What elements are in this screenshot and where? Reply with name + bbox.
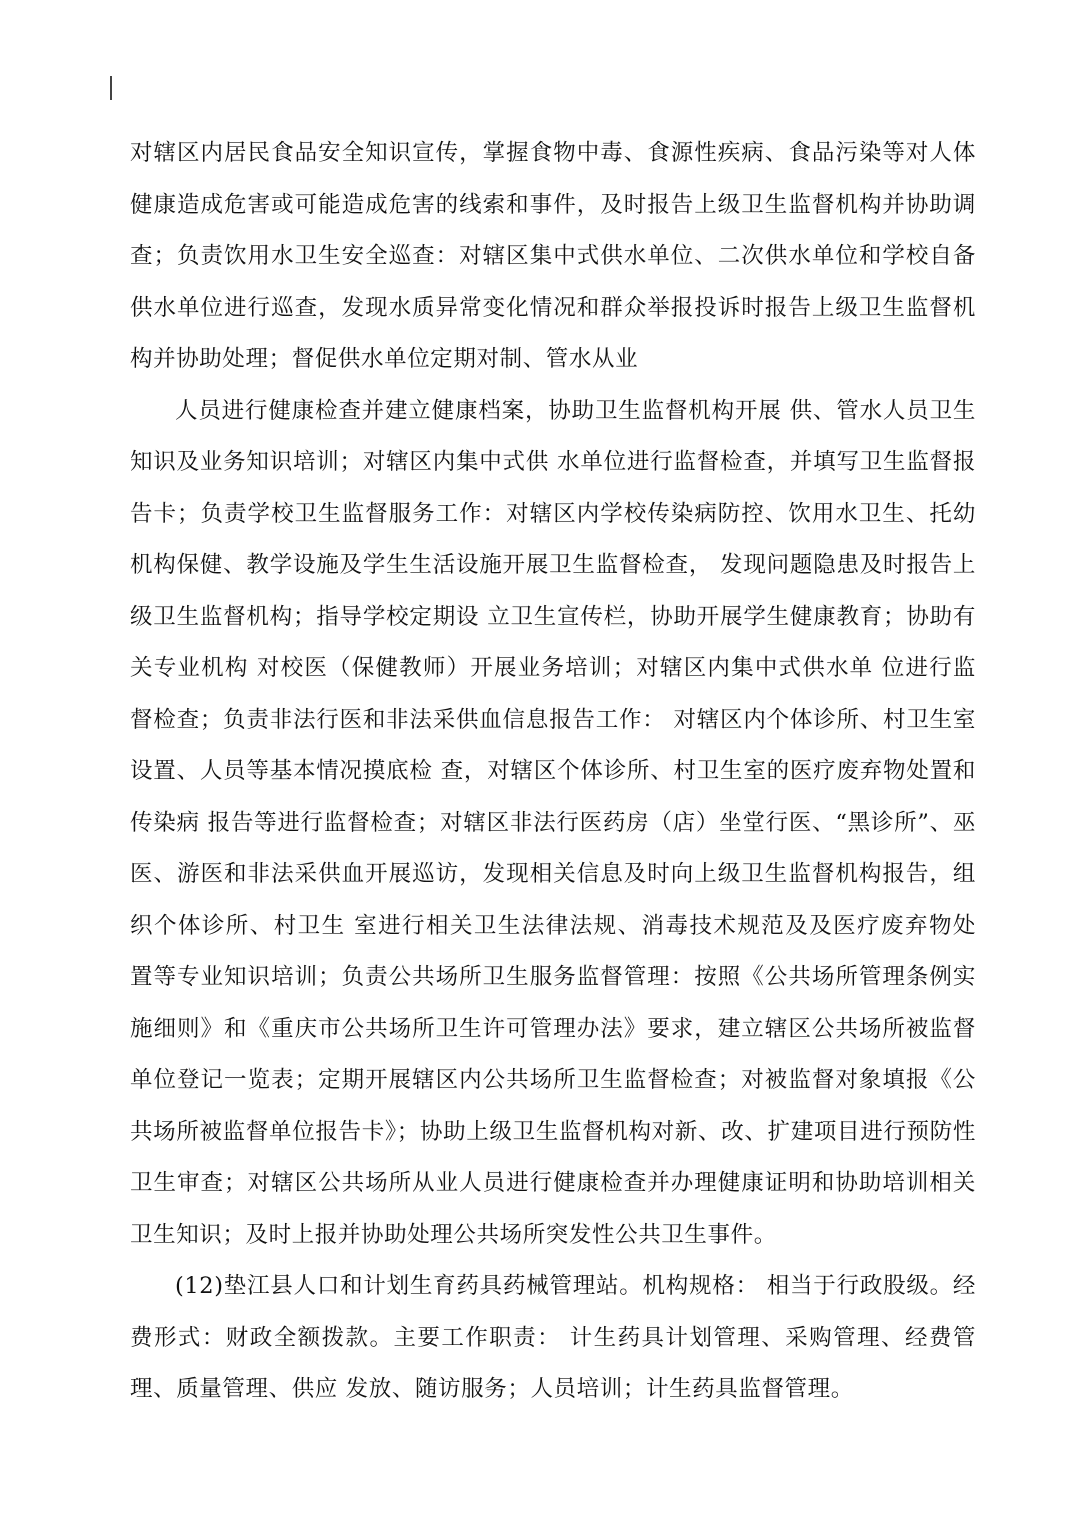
paragraph-item-12: (12)垫江县人口和计划生育药具药械管理站。机构规格： 相当于行政股级。经费形式：财政全额拨款。主要工作职责： 计生药具计划管理、采购管理、经费管理、质量管理、供应 发放、随访服务；人员培训；计生药具监督管理。 [130, 1273, 976, 1402]
paragraph-health-supervision: 人员进行健康检查并建立健康档案，协助卫生监督机构开展 供、管水人员卫生知识及业务知识培训；对辖区内集中式供 水单位进行监督检查，并填写卫生监督报告卡；负责学校卫生监督服务工作：对辖区内学校传染病防控、饮用水卫生、托幼机构保健、教学设施及学生生活设施开展卫生监督检查， 发现问题隐患及时报告上级卫生监督机构；指导学校定期设 立卫生宣传栏，协助开展学生健康教育；协助有关专业机构 对校医（保健教师）开展业务培训；对辖区内集中式供水单 位进行监督检查；负责非法行医和非法采供血信息报告工作： 对辖区内个体诊所、村卫生室设置、人员等基本情况摸底检 查，对辖区个体诊所、村卫生室的医疗废弃物处置和传染病 报告等进行监督检查；对辖区非法行医药房（店）坐堂行医、“黑诊所”、巫医、游医和非法采供血开展巡访，发现相关信息及时向上级卫生监督机构报告，组织个体诊所、村卫生 室进行相关卫生法律法规、消毒技术规范及及医疗废弃物处 置等专业知识培训；负责公共场所卫生服务监督管理：按照《公共场所管理条例实施细则》和《重庆市公共场所卫生许可管理办法》要求，建立辖区公共场所被监督单位登记一览表；定期开展辖区内公共场所卫生监督检查；对被监督对象填报《公共场所被监督单位报告卡》；协助上级卫生监督机构对新、改、扩建项目进行预防性卫生审查；对辖区公共场所从业人员进行健康检查并办理健康证明和协助培训相关卫生知识；及时上报并协助处理公共场所突发性公共卫生事件。 [130, 397, 976, 1248]
text-cursor-mark [110, 76, 112, 100]
document-body [130, 128, 976, 1416]
paragraph-continued: 对辖区内居民食品安全知识宣传，掌握食物中毒、食源性疾病、食品污染等对人体健康造成危害或可能造成危害的线索和事件，及时报告上级卫生监督机构并协助调查；负责饮用水卫生安全巡查：对辖区集中式供水单位、二次供水单位和学校自备供水单位进行巡查，发现水质异常变化情况和群众举报投诉时报告上级卫生监督机构并协助处理；督促供水单位定期对制、管水从业 [130, 140, 976, 372]
